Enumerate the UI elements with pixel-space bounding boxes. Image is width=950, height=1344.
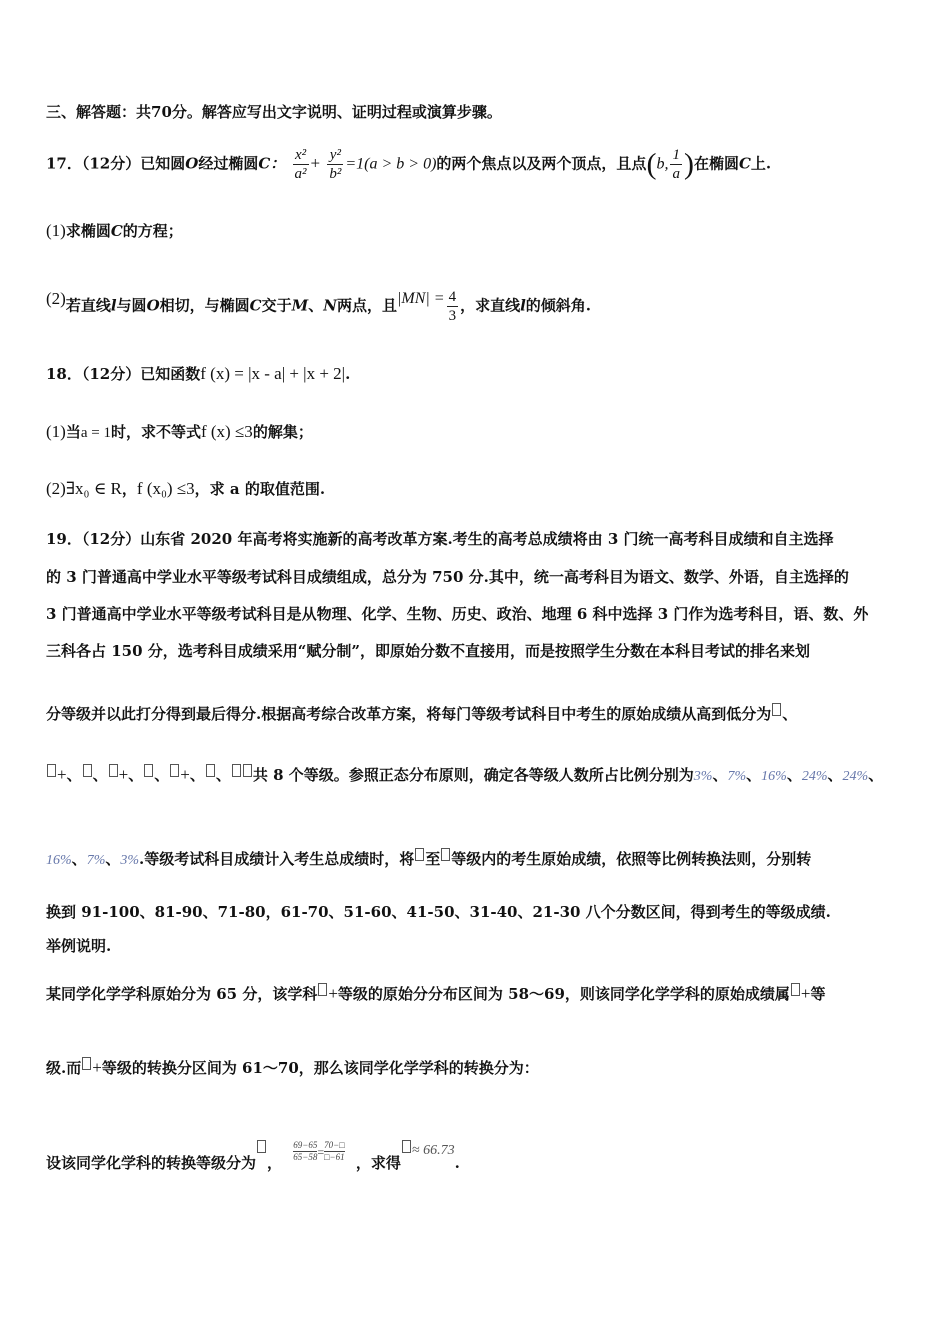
q17-text: 上. — [750, 154, 772, 173]
plus-sign: + — [328, 984, 338, 1003]
plus-sign: + — [180, 765, 190, 784]
section-header: 三、解答题：共70分。解答应写出文字说明、证明过程或演算步骤。 — [46, 103, 502, 121]
ellipse-C: C： — [258, 154, 286, 173]
q17-p2-text: 两点，且 — [336, 296, 397, 315]
percent-value: 3% — [693, 769, 713, 784]
q17-p2-text: 交于 — [261, 296, 292, 315]
part-label: (2) — [46, 479, 66, 498]
q19-line-10 — [46, 983, 906, 1005]
sep: 、 — [92, 766, 108, 784]
q17-p1-text: 求椭圆 — [65, 222, 111, 240]
grade-placeholder — [82, 1057, 91, 1070]
q17-text: 在椭圆 — [693, 154, 739, 173]
q19-line-11 — [46, 1057, 906, 1079]
inequality: f (x) ≤3 — [200, 422, 253, 441]
q17-text: 已知圆 — [140, 154, 186, 173]
plus-sign: + — [118, 765, 129, 784]
sep: 、 — [189, 766, 205, 784]
q19-line-7: 16%、7%、3%.等级考试科目成绩计入考生总成绩时，将 至 等级内的考生原始成绩，依照等比例转换法则，分别转 — [46, 850, 812, 868]
plus-sign: + — [800, 984, 811, 1003]
grade-placeholder — [791, 983, 800, 996]
equals-sign: = — [317, 1145, 325, 1159]
grade-placeholder — [243, 764, 252, 777]
point-M: M — [291, 296, 309, 315]
q18-p1-text: 当 — [65, 423, 81, 441]
q18-p2-text: ， — [121, 480, 137, 498]
q19-text: 级.而 — [46, 1059, 82, 1077]
plus-sign: + — [310, 153, 321, 173]
q17-part2 — [46, 288, 906, 325]
approx-value: ≈ 66.73 — [411, 1143, 455, 1158]
grade-placeholder — [232, 764, 241, 777]
q17-text: 经过椭圆 — [198, 154, 259, 173]
grade-placeholder — [441, 848, 450, 861]
grade-placeholder — [257, 1140, 266, 1153]
q17-number: 17． — [46, 154, 82, 173]
q17-text: 的两个焦点以及两个顶点，且点 — [436, 154, 647, 173]
q18-score: （12分） — [81, 365, 141, 383]
q19-line-8: 换到 91-100、81-90、71-80，61-70、51-60、41-50、31-40、21-30 八个分数区间，得到考生的等级成绩. — [46, 903, 831, 921]
grade-placeholder — [47, 764, 56, 777]
q19-text: 某同学化学学科原始分为 65 分，该学科 — [46, 985, 318, 1003]
percent-value: 24% — [842, 769, 869, 784]
q19-text: 、 — [782, 705, 798, 723]
grade-placeholder — [318, 983, 327, 996]
q19-line-3: 3 门普通高中学业水平等级考试科目是从物理、化学、生物、历史、政治、地理 6 科中选择 3 门作为选考科目，语、数、外 — [46, 605, 869, 623]
grade-placeholder — [144, 764, 153, 777]
grade-placeholder — [170, 764, 179, 777]
q19-line-5 — [46, 703, 906, 725]
q19-text: 等级的转换分区间为 61～70，那么该同学化学学科的转换分为： — [101, 1059, 539, 1077]
part-label: (1) — [46, 221, 66, 240]
fraction-4-3: $\frac{4}{3}$ — [448, 289, 457, 324]
q18-p2-text: ，求 a 的取值范围. — [194, 480, 326, 498]
ratio-left: $\frac{69-65}{65-58}$ — [293, 1140, 318, 1162]
q19-text: 共 8 个等级。参照正态分布原则，确定各等级人数所占比例分别为 — [252, 766, 694, 784]
grade-placeholder — [109, 764, 118, 777]
q19-text: 分等级并以此打分得到最后得分.根据高考综合改革方案，将每门等级考试科目中考生的原始成绩从高到低分为 — [46, 705, 772, 723]
q17-part1 — [46, 220, 906, 242]
grade-placeholder — [415, 848, 424, 861]
exists-clause: ∃x₀ ∈ R — [65, 479, 122, 498]
sep: 、 — [128, 766, 144, 784]
q19-text: .等级考试科目成绩计入考生总成绩时，将 — [139, 850, 415, 868]
part-label: (1) — [46, 422, 66, 441]
ratio-right: $\frac{70-□}{□-61}$ — [324, 1140, 345, 1162]
grade-placeholder — [402, 1140, 411, 1153]
sep: 、 — [215, 766, 231, 784]
q19-text: 至 — [425, 850, 441, 868]
q17-p2-text: 相切，与椭圆 — [159, 296, 250, 315]
q19-line-9: 举例说明. — [46, 937, 112, 955]
percent-value: 7% — [86, 853, 106, 868]
percent-value: 3% — [120, 853, 140, 868]
point-N: N — [323, 296, 337, 315]
q19-line-12 — [46, 1140, 906, 1174]
sep: 、 — [154, 766, 170, 784]
condition-a: a = 1 — [80, 425, 111, 441]
q17-score: （12分） — [81, 154, 141, 173]
q17-stem: 17．（12分）已知圆O经过椭圆C： $\frac{\text{x²}}{\text{a²}}$ + $\frac{\text{y²}}{\text{b²}}$ =1(a > b > 0)的两个焦点以及两个顶点，且点(b, $\frac{1}{a}$ )在椭圆C上. — [46, 147, 772, 182]
q18-p1-text: 的解集； — [252, 423, 313, 441]
q19-text: . — [454, 1154, 460, 1172]
q19-line-6: +、 、 +、 、 +、 、 共 8 个等级。参照正态分布原则，确定各等级人数所占比例分别为3%、7%、16%、24%、24%、 — [46, 764, 906, 788]
q18-stem — [46, 363, 906, 385]
percent-value: 7% — [727, 769, 747, 784]
percent-value: 16% — [761, 769, 787, 784]
q19-text: 等 — [810, 985, 826, 1003]
q17-p2-text: 与圆 — [116, 296, 147, 315]
q19-text: 设该同学化学科的转换等级分为 — [46, 1154, 257, 1172]
mn-length: |MN| = — [396, 290, 445, 307]
q18-text: . — [345, 365, 351, 383]
fraction-y2-b2: $\frac{\text{y²}}{\text{b²}}$ — [329, 147, 342, 182]
inequality: f (x₀) ≤3 — [136, 479, 195, 498]
circle-O: O — [146, 296, 160, 315]
q19-line-4: 三科各占 150 分，选考科目成绩采用“赋分制”，即原始分数不直接用，而是按照学生分数在本科目考试的排名来划 — [46, 642, 811, 660]
q17-p2-text: 的倾斜角. — [525, 296, 592, 315]
ellipse-C: C — [738, 154, 751, 173]
q18-text: 已知函数 — [140, 365, 201, 383]
q18-p1-text: 时，求不等式 — [110, 423, 201, 441]
q17-p2-text: ，求直线 — [460, 296, 521, 315]
percent-value: 24% — [801, 769, 828, 784]
line-l: l — [110, 296, 117, 315]
q19-text: 等级的原始分分布区间为 58～69，则该同学化学学科的原始成绩属 — [337, 985, 790, 1003]
plus-sign: + — [92, 1058, 102, 1077]
q17-p2-text: 、 — [308, 296, 324, 315]
grade-placeholder — [772, 703, 781, 716]
function-f: f (x) = |x - a| + |x + 2| — [200, 364, 346, 383]
plus-sign: + — [57, 765, 67, 784]
equation-rhs: =1(a > b > 0) — [345, 155, 437, 173]
part-label: (2) — [46, 289, 66, 308]
q19-line-2: 的 3 门普通高中学业水平等级考试科目成绩组成，总分为 750 分.其中，统一高考科目为语文、数学、外语，自主选择的 — [46, 568, 849, 586]
q19-text: ，求得 — [355, 1154, 401, 1172]
q19-text: ， — [267, 1154, 283, 1172]
ellipse-C: C — [249, 296, 262, 315]
q19-text: 等级内的考生原始成绩，依照等比例转换法则，分别转 — [451, 850, 812, 868]
q18-part2 — [46, 478, 906, 500]
sep: 、 — [66, 766, 82, 784]
q18-number: 18． — [46, 365, 82, 383]
q17-p2-text: 若直线 — [65, 296, 111, 315]
line-l: l — [520, 296, 526, 315]
grade-placeholder — [83, 764, 92, 777]
q19-line-1: 19．（12分）山东省 2020 年高考将实施新的高考改革方案.考生的高考总成绩将由 3 门统一高考科目成绩和自主选择 — [46, 530, 834, 548]
q18-part1 — [46, 421, 906, 444]
ellipse-C: C — [110, 222, 123, 240]
fraction-1-a: $\frac{1}{a}$ — [672, 147, 680, 182]
fraction-x2-a2: $\frac{\text{x²}}{\text{a²}}$ — [294, 147, 307, 182]
grade-placeholder — [206, 764, 215, 777]
percent-value: 16% — [46, 853, 72, 868]
point-b: b, — [656, 155, 669, 173]
q17-p1-text: 的方程； — [122, 222, 183, 240]
circle-O: O — [185, 154, 199, 173]
